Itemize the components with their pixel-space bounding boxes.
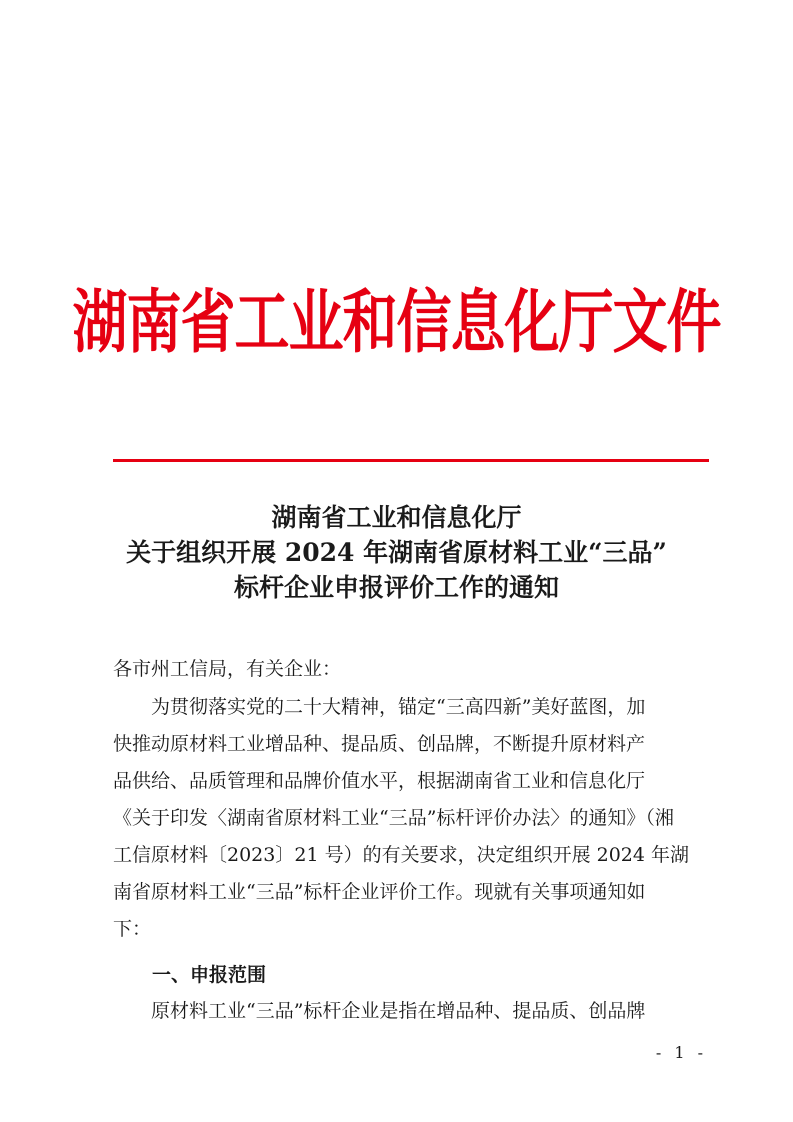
paragraph-1: [113, 689, 713, 948]
salutation-text: 各市州工信局，有关企业：: [113, 658, 342, 680]
red-divider-line: [113, 459, 709, 462]
title-line-1: 湖南省工业和信息化厅: [271, 503, 522, 532]
paragraph-line: 南省原材料工业“三品”标杆企业评价工作。现就有关事项通知如: [113, 881, 646, 903]
title-line-3: 标杆企业申报评价工作的通知: [233, 573, 559, 602]
issuer-header-title: 湖南省工业和信息化厅文件: [72, 282, 721, 362]
salutation: [113, 651, 713, 688]
document-title: [0, 500, 793, 605]
page-number: - 1 -: [655, 1043, 707, 1062]
paragraph-line: 原材料工业“三品”标杆企业是指在增品种、提品质、创品牌: [113, 1000, 646, 1022]
paragraph-line: 《关于印发〈湖南省原材料工业“三品”标杆评价办法〉的通知》（湘: [113, 807, 674, 829]
section-1-body: [113, 993, 713, 1030]
paragraph-line: 下：: [113, 918, 152, 940]
paragraph-line: 快推动原材料工业增品种、提品质、创品牌，不断提升原材料产: [113, 733, 646, 755]
paragraph-line: 品供给、品质管理和品牌价值水平，根据湖南省工业和信息化厅: [113, 770, 646, 792]
paragraph-line: 工信原材料〔2023〕21 号）的有关要求，决定组织开展 2024 年湖: [113, 844, 690, 866]
title-line-2: 关于组织开展 2024 年湖南省原材料工业“三品”: [126, 538, 667, 567]
paragraph-line: 为贯彻落实党的二十大精神，锚定“三高四新”美好蓝图，加: [113, 696, 646, 718]
section-heading-1: 一、申报范围: [152, 964, 267, 986]
